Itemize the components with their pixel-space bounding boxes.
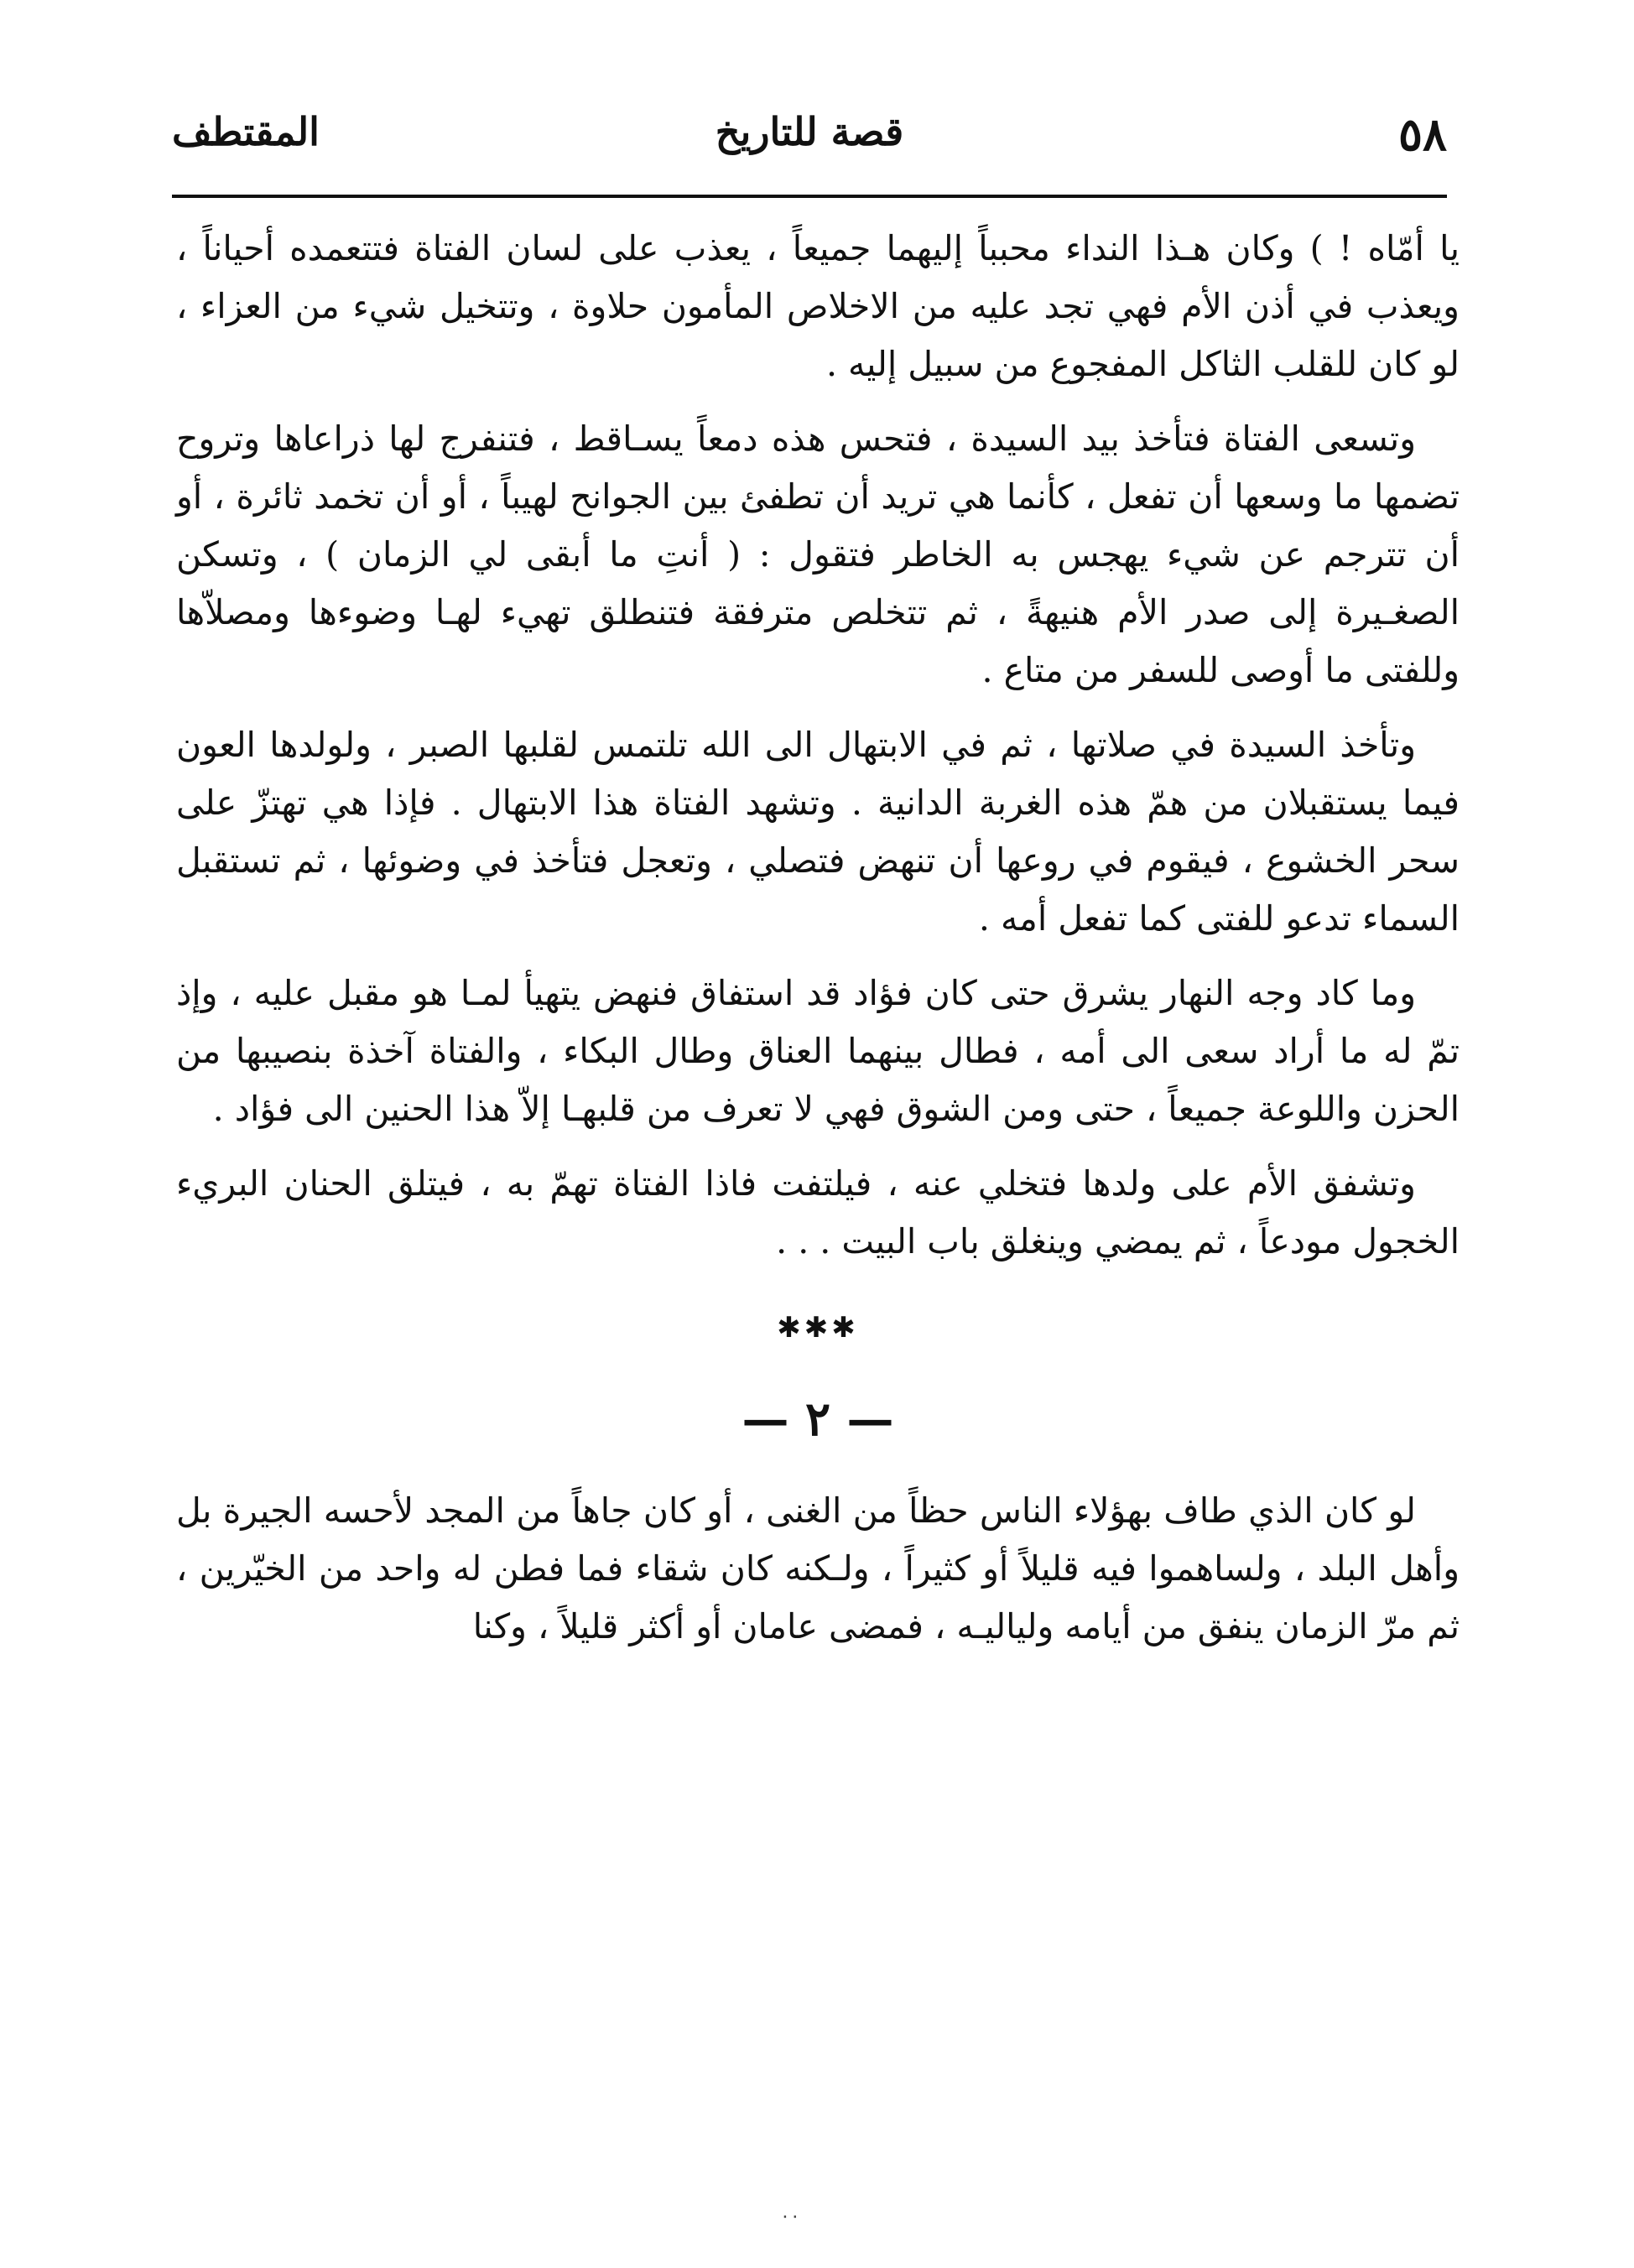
section-ornament: ✱✱✱ [777, 1311, 859, 1345]
paragraph: لو كان الذي طاف بهؤلاء الناس حظاً من الغنى ، أو كان جاهاً من المجد لأحسه الجيرة بل وأهل البلد ، ولساهموا فيه قليلاً أو كثيراً ، ولـكنه كان شقاء فما فطن له واحد من الخيّرين ، ثم مرّ الزمان ينفق من أيامه ولياليـه ، فمضى عامان أو أكثر قليلاً ، وكنا [176, 1490, 1460, 1646]
journal-name: المقتطف [172, 109, 320, 154]
paragraph: وتأخذ السيدة في صلاتها ، ثم في الابتهال الى الله تلتمس لقلبها الصبر ، ولولدها العون فيما يستقبلان من همّ هذه الغربة الدانية . وتشهد الفتاة هذا الابتهال . فإذا هي تهتزّ على سحر الخشوع ، فيقوم في روعها أن تنهض فتصلي ، وتعجل فتأخذ في وضوئها ، ثم تستقبل السماء تدعو للفتى كما تفعل أمه . [176, 725, 1460, 939]
paragraph: وما كاد وجه النهار يشرق حتى كان فؤاد قد استفاق فنهض يتهيأ لمـا هو مقبل عليه ، وإذ تمّ له ما أراد سعى الى أمه ، فطال بينهما العناق وطال البكاء ، والفتاة آخذة بنصيبها من الحزن واللوعة جميعاً ، حتى ومن الشوق فهي لا تعرف من قلبهـا إلاّ هذا الحنين الى فؤاد . [176, 973, 1460, 1129]
header-divider [172, 195, 1447, 198]
section-number: — ٢ — [742, 1391, 894, 1447]
body-text [176, 220, 1460, 1672]
page-number: ٥٨ [1397, 107, 1447, 161]
paragraph: يا أمّاه ! ) وكان هـذا النداء محبباً إليهما جميعاً ، يعذب على لسان الفتاة فتتعمده أحياناً ، ويعذب في أذن الأم فهي تجد عليه من الاخلاص المأمون حلاوة ، وتتخيل شيء من العزاء ، لو كان للقلب الثاكل المفجوع من سبيل إليه . [176, 228, 1460, 384]
page-header [172, 101, 1447, 193]
paragraph: وتسعى الفتاة فتأخذ بيد السيدة ، فتحس هذه دمعاً يسـاقط ، فتنفرج لها ذراعاها وتروح تضمها ما وسعها أن تفعل ، كأنما هي تريد أن تطفئ بين الجوانح لهيباً ، أو أن تخمد ثائرة ، أو أن تترجم عن شيء يهجس به الخاطر فتقول : ( أنتِ ما أبقى لي الزمان ) ، وتسكن الصغـيرة إلى صدر الأم هنيهةً ، ثم تتخلص مترفقة فتنطلق تهيء لهـا وضوءها ومصلاّها وللفتى ما أوصى للسفر من متاع . [176, 419, 1460, 690]
running-title: قصة للتاريخ [715, 109, 904, 154]
paragraph: وتشفق الأم على ولدها فتخلي عنه ، فيلتفت فاذا الفتاة تهمّ به ، فيتلق الحنان البريء الخجول مودعاً ، ثم يمضي وينغلق باب البيت . . . [176, 1163, 1460, 1261]
footer-mark: ٠٠ [780, 2206, 800, 2227]
